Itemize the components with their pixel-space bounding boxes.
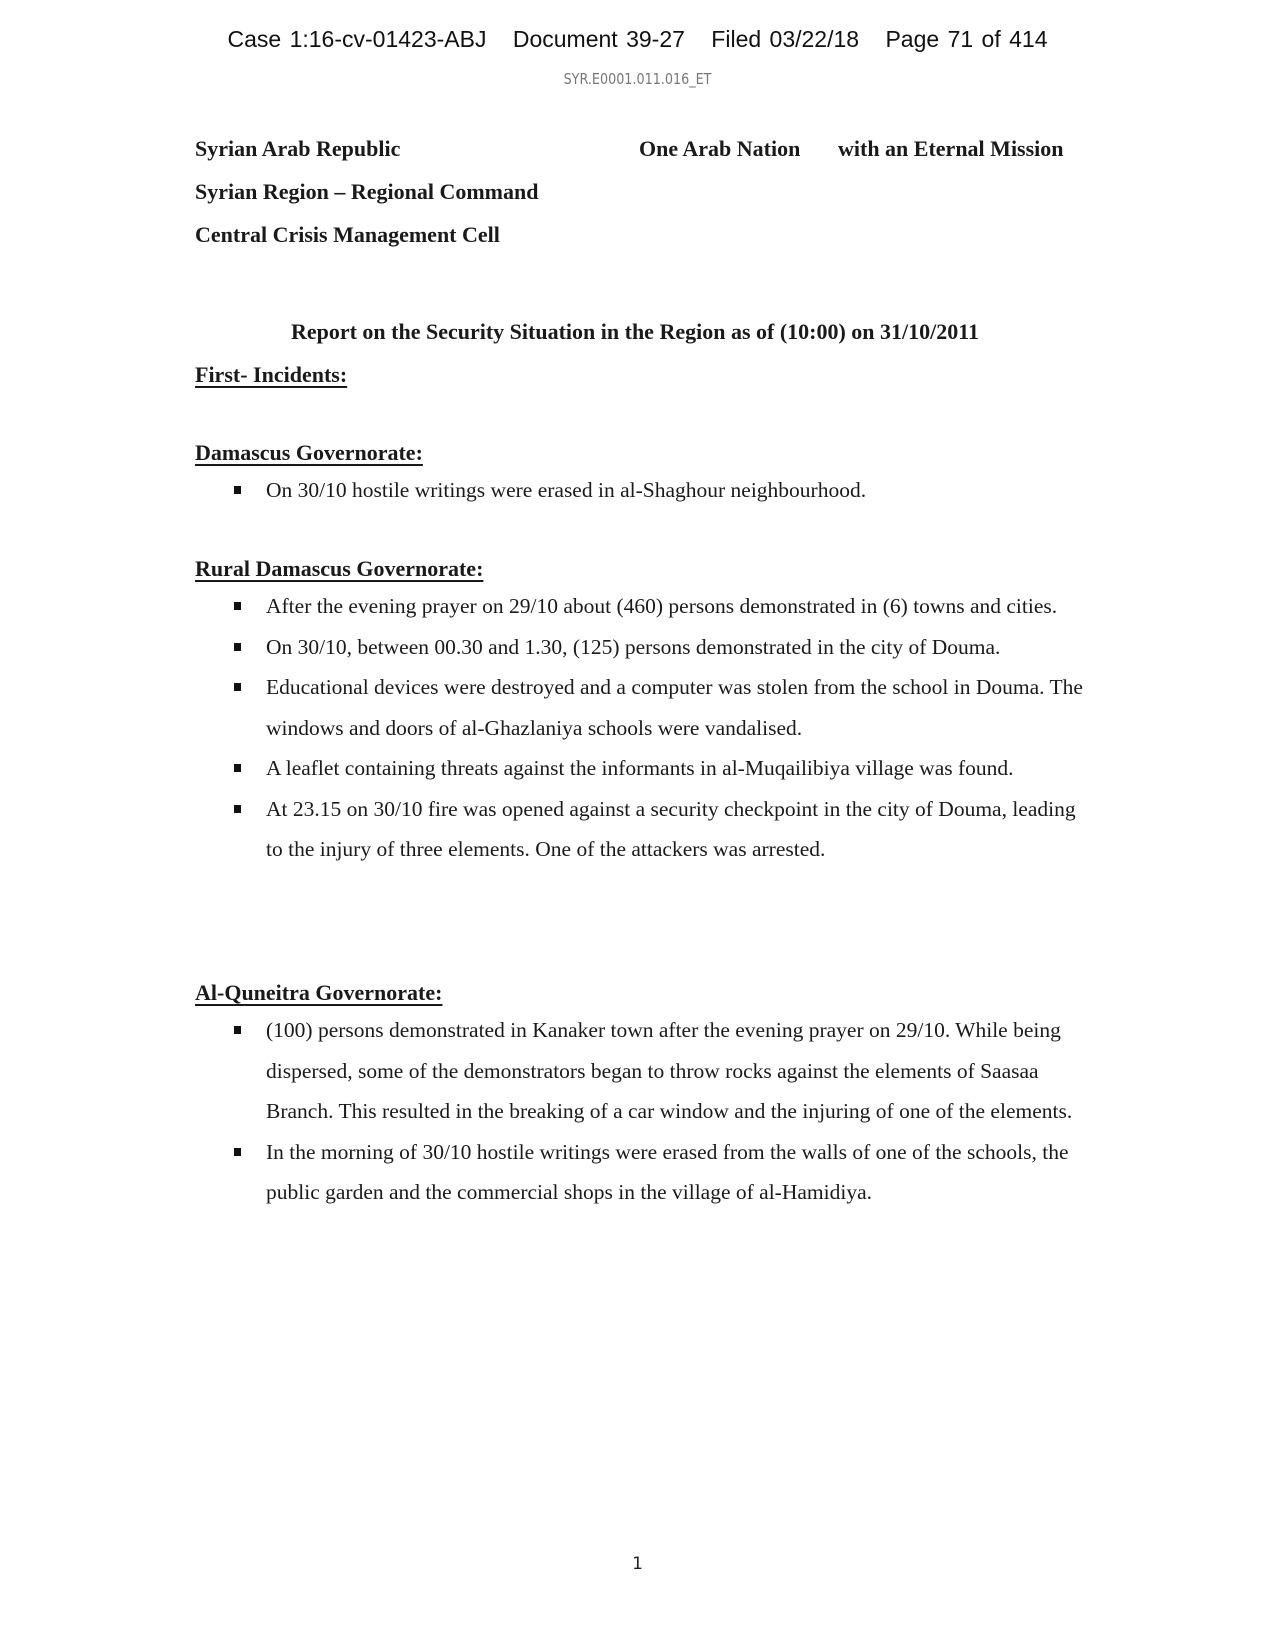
document-id: SYR.E0001.011.016_ET xyxy=(563,70,712,88)
list-item xyxy=(195,470,1085,511)
section-heading-rural-damascus: Rural Damascus Governorate: xyxy=(195,556,484,581)
bullet-square-icon xyxy=(234,683,241,691)
case-number: Case 1:16-cv-01423-ABJ xyxy=(227,26,487,52)
list-item xyxy=(195,748,1085,789)
list-item xyxy=(195,789,1085,870)
list-item-text: Educational devices were destroyed and a computer was stolen from the school in Douma. The windows and doors of al-Ghazlaniya schools were vandalised. xyxy=(266,675,1083,740)
list-item xyxy=(195,667,1085,748)
section-list-damascus xyxy=(195,470,1085,511)
bullet-square-icon xyxy=(234,1148,241,1156)
list-item xyxy=(195,1132,1085,1213)
letterhead-country: Syrian Arab Republic xyxy=(195,136,401,161)
section-heading-damascus: Damascus Governorate: xyxy=(195,440,423,465)
bullet-square-icon xyxy=(234,602,241,610)
motto-part-2: with an Eternal Mission xyxy=(838,136,1064,161)
page-of-total: Page 71 of 414 xyxy=(885,26,1048,52)
motto-part-1: One Arab Nation xyxy=(639,136,801,161)
bullet-square-icon xyxy=(234,1026,241,1034)
bullet-square-icon xyxy=(234,805,241,813)
list-item-text: A leaflet containing threats against the informants in al-Muqailibiya village was found. xyxy=(266,756,1014,780)
bullet-square-icon xyxy=(234,643,241,651)
list-item-text: At 23.15 on 30/10 fire was opened against a security checkpoint in the city of Douma, leading to the injury of three elements. One of the attackers was arrested. xyxy=(266,796,1076,861)
list-item xyxy=(195,586,1085,627)
section-list-quneitra xyxy=(195,1010,1085,1213)
bullet-square-icon xyxy=(234,486,241,494)
list-item-text: In the morning of 30/10 hostile writings were erased from the walls of one of the schools, the public garden and the commercial shops in the village of al-Hamidiya. xyxy=(266,1139,1069,1204)
page-number: 1 xyxy=(632,1554,643,1574)
list-item xyxy=(195,1010,1085,1132)
letterhead-cell: Central Crisis Management Cell xyxy=(195,222,500,247)
list-item-text: (100) persons demonstrated in Kanaker town after the evening prayer on 29/10. While being dispersed, some of the demonstrators began to throw rocks against the elements of Saasaa Branch. This resulted in the breaking of a car window and the injuring of one of the elements. xyxy=(266,1018,1073,1123)
list-item-text: After the evening prayer on 29/10 about (460) persons demonstrated in (6) towns and cities. xyxy=(266,594,1058,618)
section-list-rural-damascus xyxy=(195,586,1085,870)
bullet-square-icon xyxy=(234,764,241,772)
list-item-text: On 30/10 hostile writings were erased in al-Shaghour neighbourhood. xyxy=(266,478,867,502)
court-filing-stamp xyxy=(0,26,1275,53)
letterhead-region: Syrian Region – Regional Command xyxy=(195,179,539,204)
part-heading: First- Incidents: xyxy=(195,362,348,387)
list-item xyxy=(195,627,1085,668)
document-number: Document 39-27 xyxy=(512,26,685,52)
filed-date: Filed 03/22/18 xyxy=(711,26,860,52)
report-title: Report on the Security Situation in the Region as of (10:00) on 31/10/2011 xyxy=(290,319,980,344)
section-heading-quneitra: Al-Quneitra Governorate: xyxy=(195,980,443,1005)
list-item-text: On 30/10, between 00.30 and 1.30, (125) persons demonstrated in the city of Douma. xyxy=(266,634,1001,659)
